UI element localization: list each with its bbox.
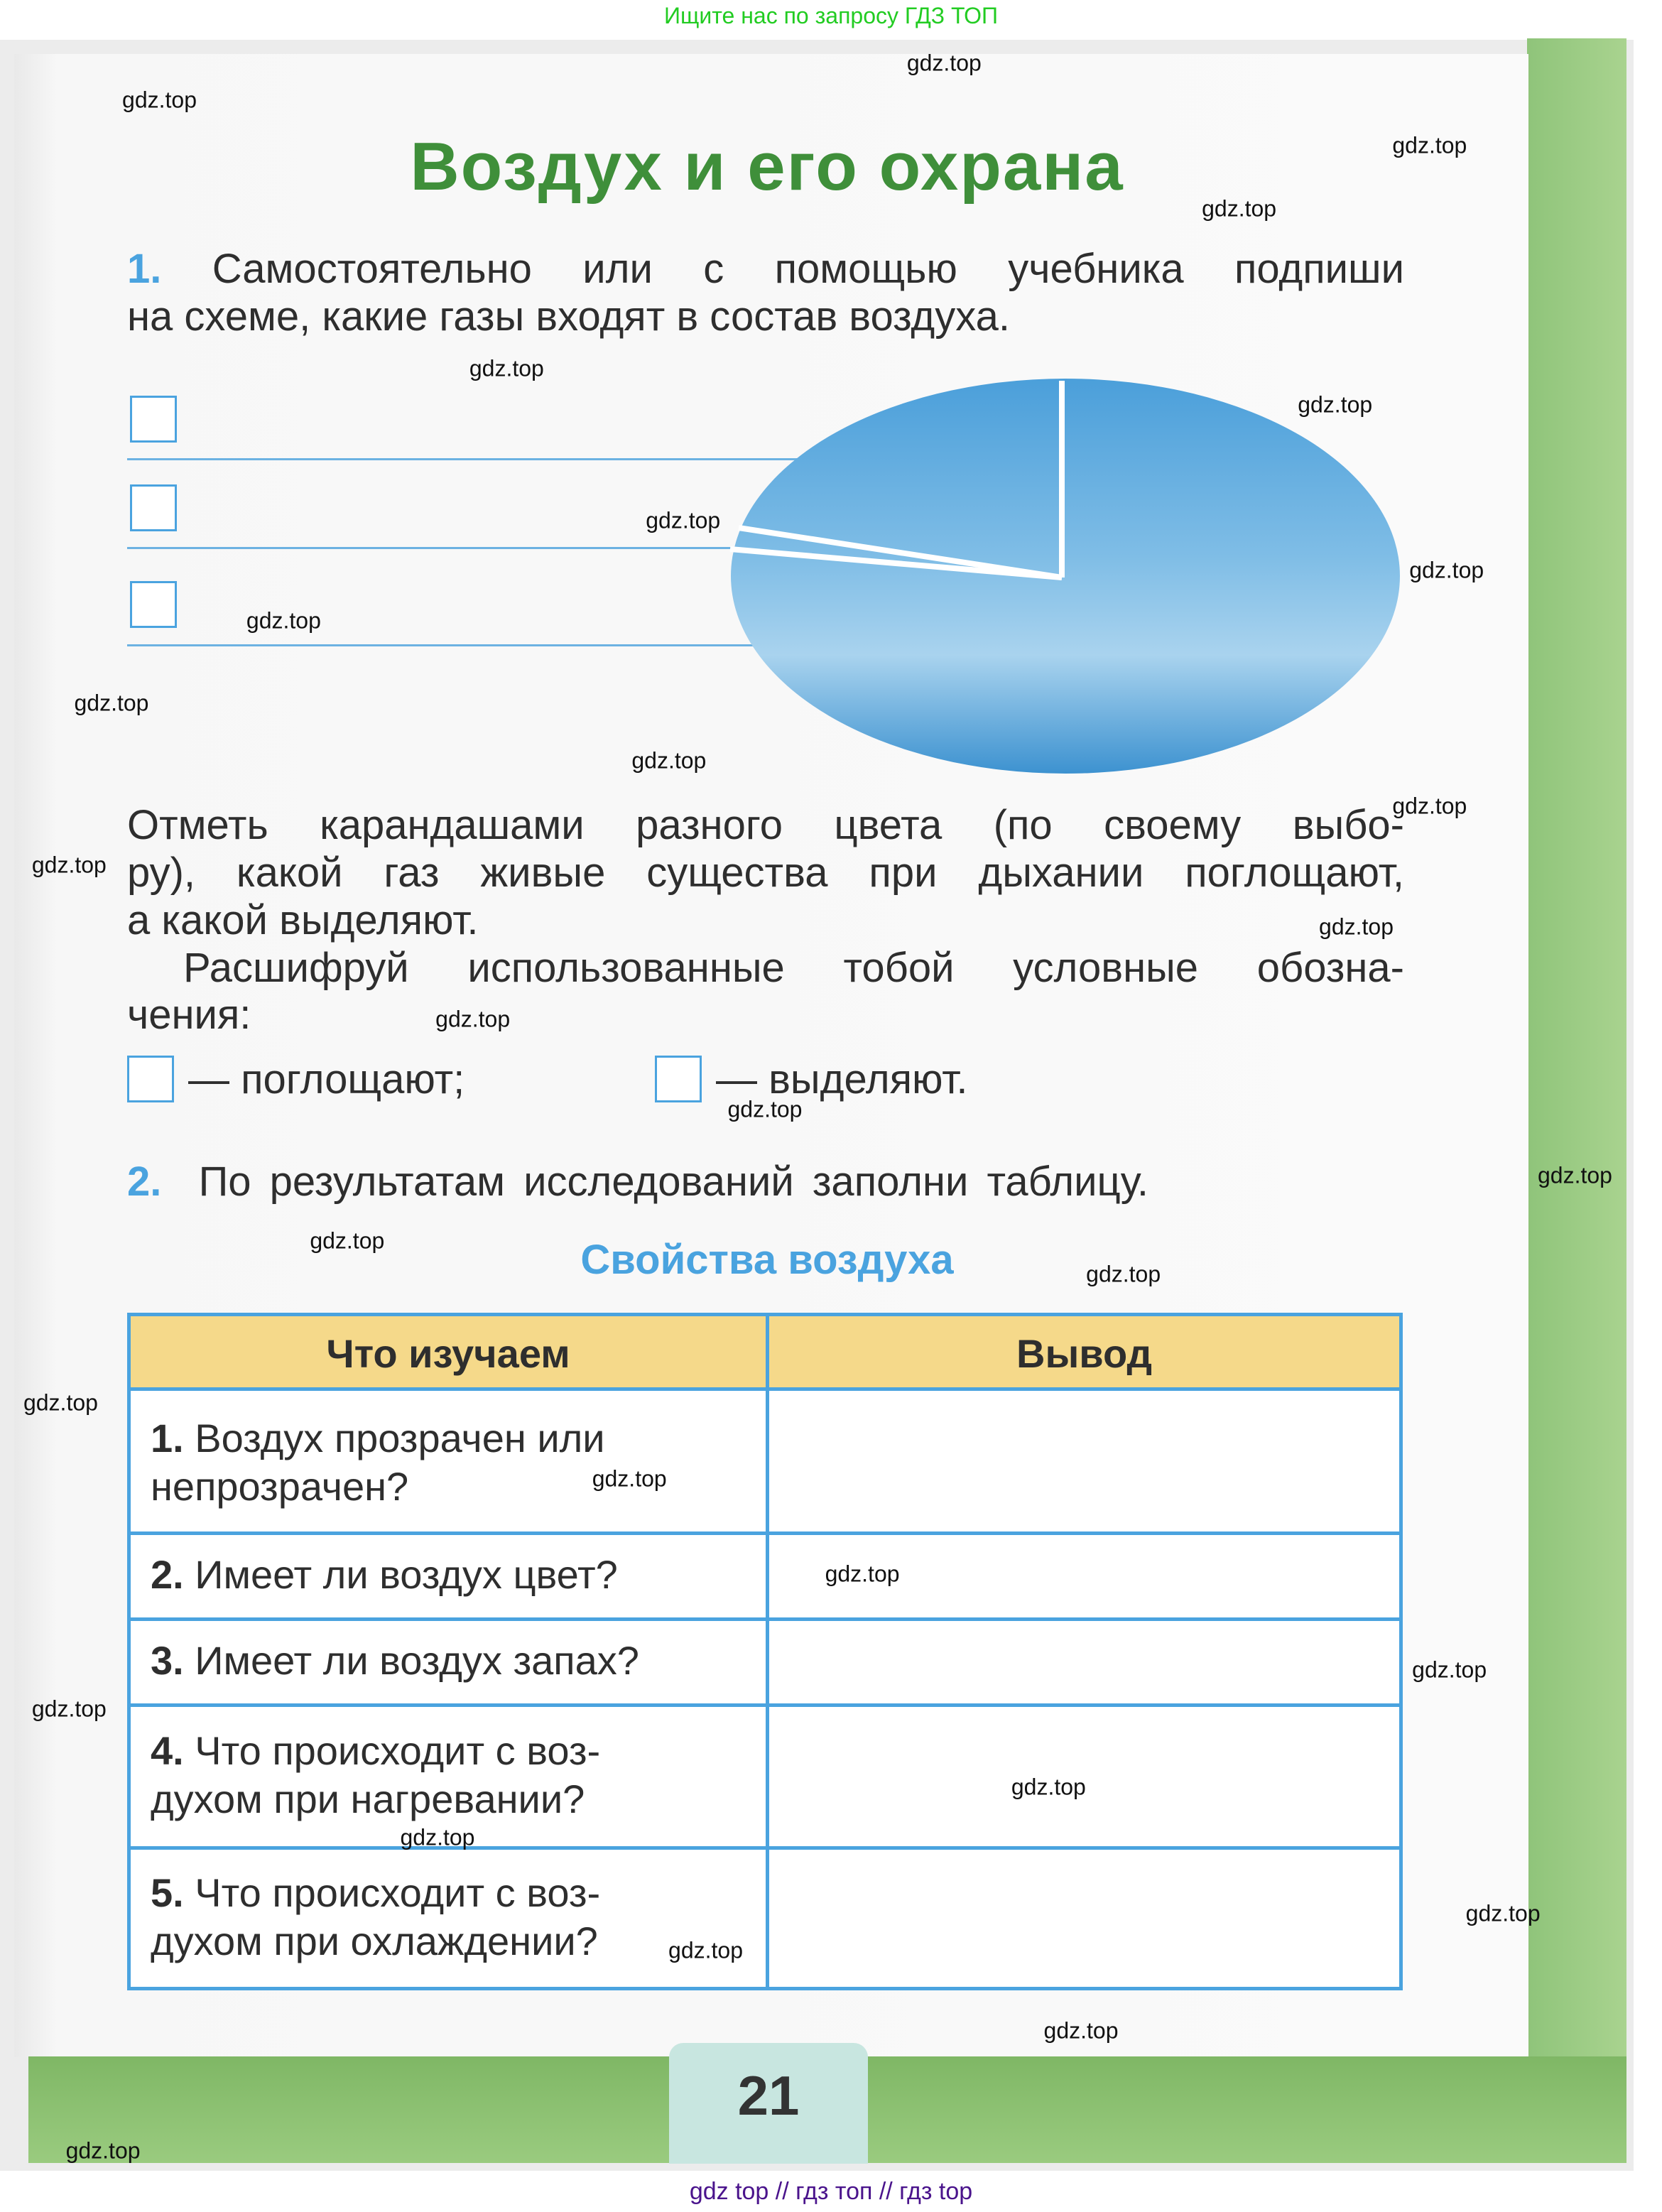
watermark: gdz.top	[1086, 1261, 1161, 1287]
watermark: gdz.top	[646, 507, 721, 533]
absorb-color-box[interactable]	[127, 1056, 174, 1102]
watermark: gdz.top	[1202, 195, 1277, 222]
watermark: gdz.top	[435, 1006, 511, 1032]
instr-line-5: чения:	[127, 992, 251, 1038]
watermark: gdz.top	[631, 747, 707, 774]
watermark: gdz.top	[1319, 913, 1394, 940]
watermark: gdz.top	[1392, 793, 1467, 819]
watermark: gdz.top	[469, 355, 544, 381]
row-number: 5.	[151, 1870, 184, 1915]
row-number: 3.	[151, 1638, 184, 1683]
watermark: gdz.top	[1298, 391, 1373, 418]
air-composition-pie	[724, 375, 1406, 780]
row-text: Воздух прозрачен или	[195, 1416, 605, 1460]
row-text: Имеет ли воздух цвет?	[195, 1552, 618, 1597]
watermark: gdz.top	[310, 1227, 385, 1254]
watermark: gdz.top	[1011, 1774, 1086, 1800]
gas-color-box-1[interactable]	[130, 396, 177, 443]
watermark: gdz.top	[400, 1824, 475, 1850]
watermark: gdz.top	[825, 1561, 900, 1586]
gas-color-box-2[interactable]	[130, 484, 177, 531]
green-side-strip	[1527, 38, 1626, 2162]
footer-text: gdz top // гдз топ // гдз top	[689, 2178, 973, 2205]
row-number: 2.	[151, 1552, 184, 1597]
task1-line1	[127, 245, 1404, 293]
watermark: gdz.top	[246, 607, 321, 634]
watermark: gdz.top	[31, 852, 107, 878]
task1-text: Самостоятельно или с помощью учебника подпиши	[212, 246, 1404, 292]
watermark: gdz.top	[122, 87, 197, 113]
watermark: gdz.top	[1538, 1162, 1612, 1188]
watermark: gdz.top	[727, 1096, 803, 1122]
instr-line-2: ру), какой газ живые существа при дыхании поглощают,	[127, 850, 1404, 896]
watermark: gdz.top	[23, 1389, 98, 1416]
watermark: gdz.top	[74, 690, 149, 716]
watermark: gdz.top	[31, 1696, 107, 1722]
task2-line	[127, 1158, 1148, 1205]
table-row-4-question	[151, 1727, 754, 1823]
table-row-3-conclusion[interactable]	[769, 1621, 1399, 1703]
header-conclusion: Вывод	[769, 1316, 1399, 1391]
emit-color-box[interactable]	[655, 1056, 702, 1102]
watermark: gdz.top	[1465, 1900, 1541, 1926]
table-row-2-question	[151, 1551, 754, 1599]
instr-line-1: Отметь карандашами разного цвета (по своему выбо-	[127, 802, 1404, 848]
page-number: 21	[737, 2064, 800, 2127]
legend-absorb: — поглощают;	[188, 1056, 465, 1102]
row-text: Имеет ли воздух запах?	[195, 1638, 639, 1683]
search-banner: Ищите нас по запросу ГДЗ ТОП	[664, 3, 998, 28]
watermark: gdz.top	[65, 2137, 141, 2164]
watermark: gdz.top	[1409, 557, 1484, 583]
table-caption: Свойства воздуха	[580, 1237, 954, 1283]
row-text-2: духом при нагревании?	[151, 1777, 585, 1821]
watermark: gdz.top	[1392, 132, 1467, 158]
instr-line-4: Расшифруй использованные тобой условные обозна-	[183, 945, 1404, 991]
watermark: gdz.top	[1412, 1657, 1487, 1683]
row-text: Что происходит с воз-	[195, 1870, 601, 1915]
page-title: Воздух и его охрана	[410, 129, 1124, 205]
task1-line2: на схеме, какие газы входят в состав воздуха.	[127, 293, 1010, 340]
table-row-1-conclusion[interactable]	[769, 1394, 1399, 1531]
task2-text: По результатам исследований заполни таблицу.	[198, 1159, 1149, 1205]
row-text-2: духом при охлаждении?	[151, 1919, 598, 1963]
gas-color-box-3[interactable]	[130, 581, 177, 628]
pie-ellipse	[731, 379, 1400, 774]
row-text: Что происходит с воз-	[195, 1728, 601, 1773]
air-properties-table	[127, 1313, 1403, 1990]
table-row-5-conclusion[interactable]	[769, 1850, 1399, 1987]
row-number: 4.	[151, 1728, 184, 1773]
watermark: gdz.top	[1043, 2017, 1119, 2044]
watermark: gdz.top	[592, 1465, 667, 1492]
row-text-2: непрозрачен?	[151, 1464, 409, 1509]
watermark: gdz.top	[906, 50, 982, 76]
instr-line-3: а какой выделяют.	[127, 897, 479, 943]
task1-number: 1.	[127, 246, 162, 292]
table-row-1-question	[151, 1414, 754, 1511]
table-row-5-question	[151, 1869, 754, 1966]
row-number: 1.	[151, 1416, 184, 1460]
header-what-we-study: Что изучаем	[131, 1316, 766, 1391]
watermark: gdz.top	[668, 1937, 743, 1963]
legend-emit: — выделяют.	[716, 1056, 968, 1102]
table-row-3-question	[151, 1637, 754, 1685]
task2-number: 2.	[127, 1159, 162, 1205]
